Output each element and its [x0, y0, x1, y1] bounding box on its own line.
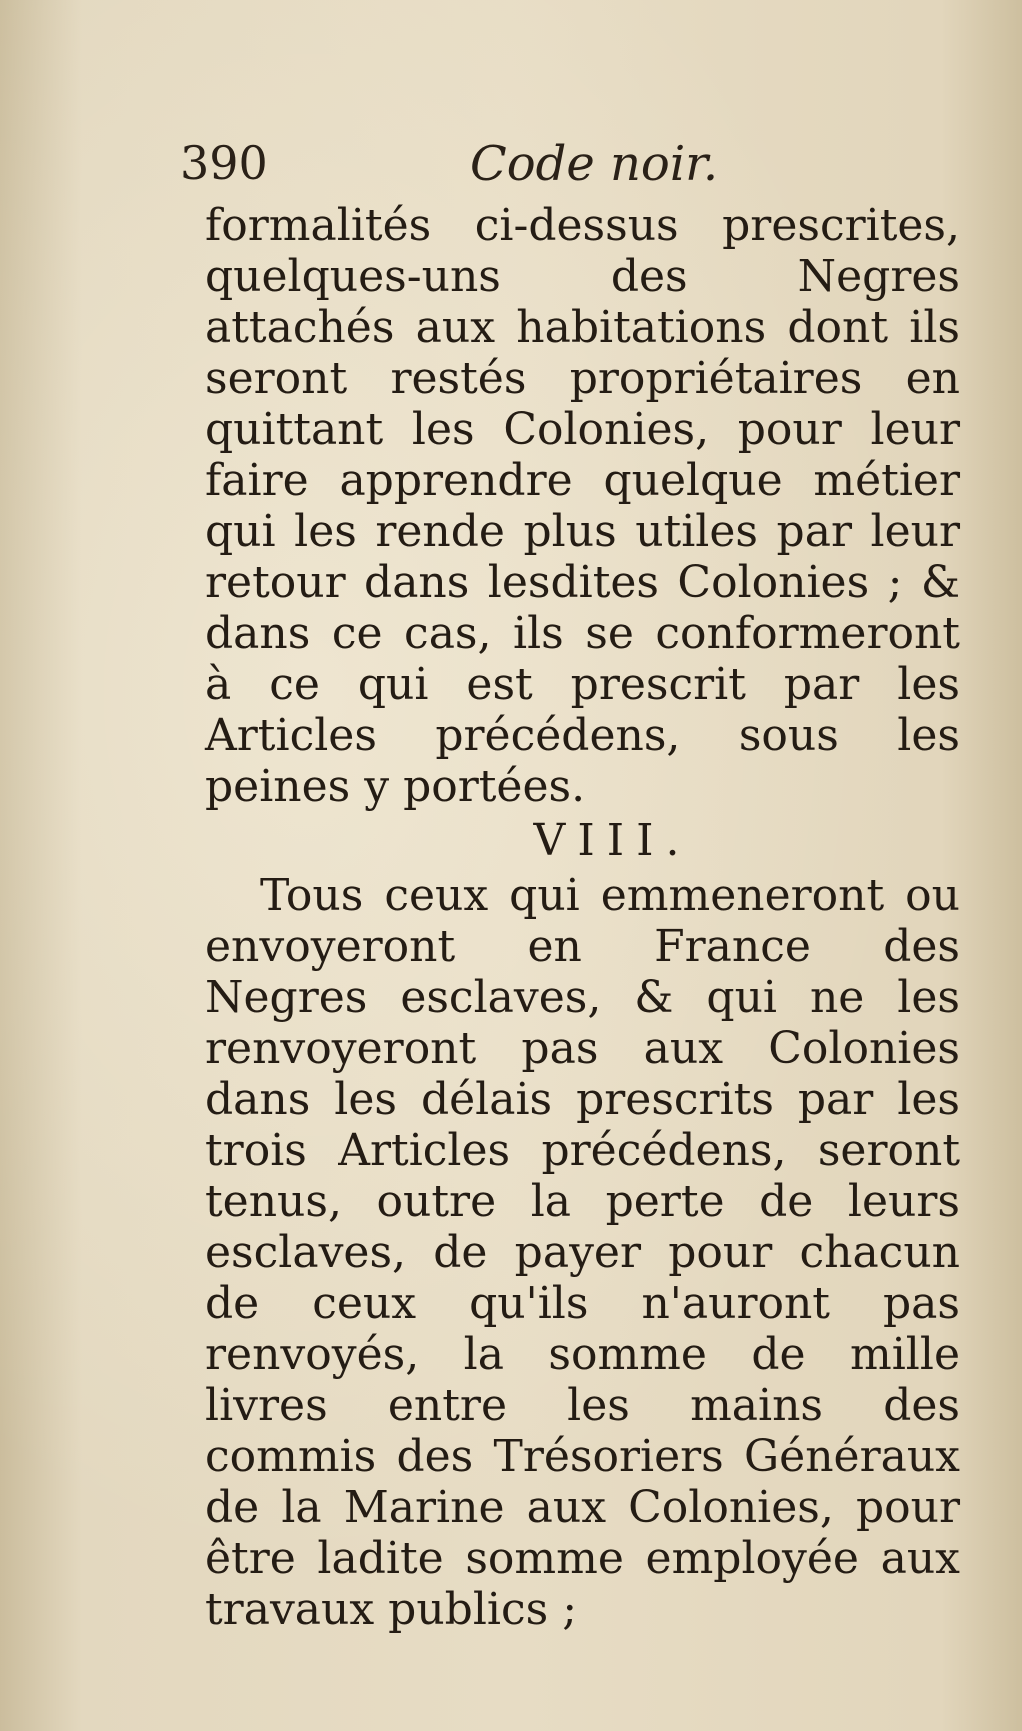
body-text: [205, 200, 960, 1635]
page-number: 390: [180, 136, 268, 190]
continuation-paragraph: formalités ci-dessus prescrites, quelques-uns des Negres attachés aux habitations dont ils seront restés propriétaires en quittant les Colonies, pour leur faire apprendre quelque métier qui les rende plus utiles par leur retour dans lesdites Colonies ; & dans ce cas, ils se conformeront à ce qui est prescrit par les Articles précédens, sous les peines y portées.: [205, 200, 960, 812]
article-heading: VIII.: [533, 815, 692, 866]
article-paragraph: Tous ceux qui emmeneront ou envoyeront en France des Negres esclaves, & qui ne les renvoyeront pas aux Colonies dans les délais prescrits par les trois Articles précédens, seront tenus, outre la perte de leurs esclaves, de payer pour chacun de ceux qu'ils n'auront pas renvoyés, la somme de mille livres entre les mains des commis des Trésoriers Généraux de la Marine aux Colonies, pour être ladite somme employée aux travaux publics ;: [205, 870, 960, 1635]
running-head: Code noir.: [470, 136, 719, 192]
page-header: [180, 130, 960, 200]
